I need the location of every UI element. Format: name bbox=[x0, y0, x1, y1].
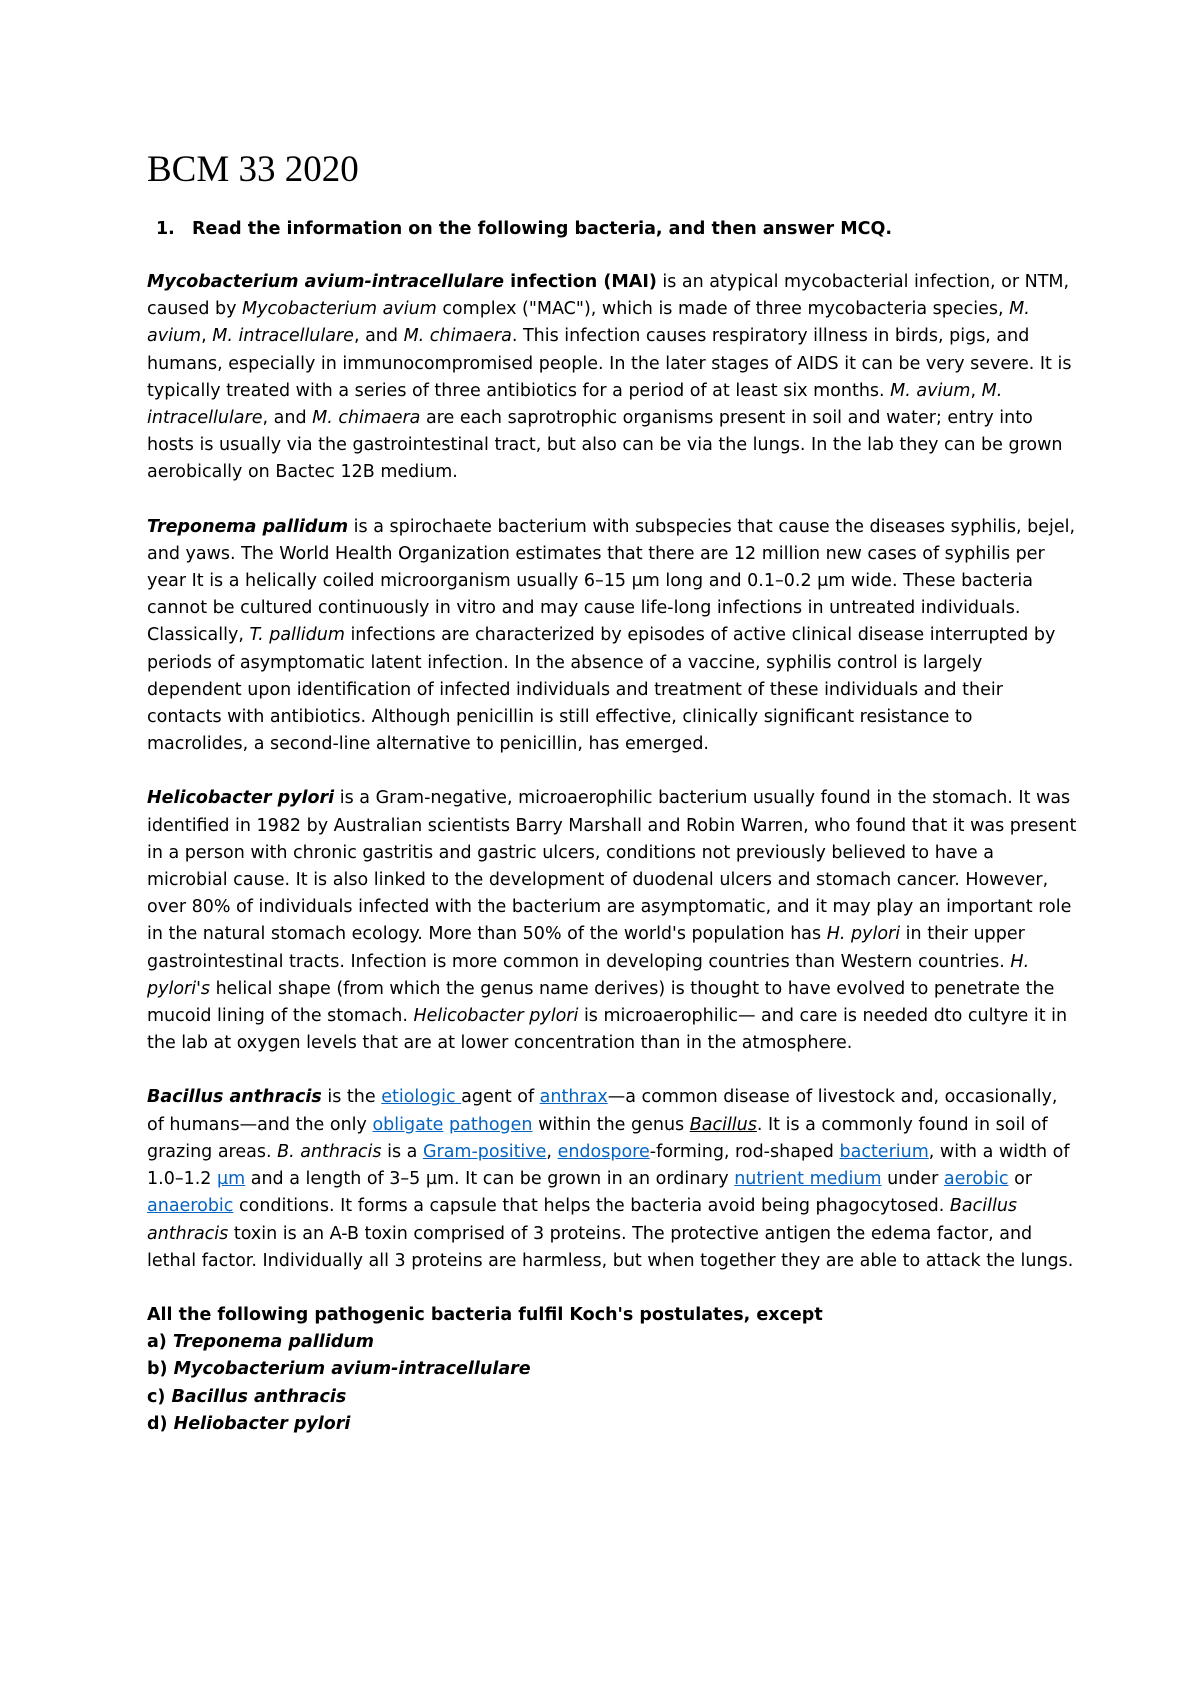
link-obligate[interactable]: obligate bbox=[372, 1114, 444, 1135]
question-number: 1. bbox=[156, 219, 175, 239]
paragraph-mai: Mycobacterium avium-intracellulare infection (MAI) is an atypical mycobacterial infection, or NTM, caused by Mycobacterium avium complex ("MAC"), which is made of three mycobacteria species, M. avium, M. intracellulare, and M. chimaera. This infection causes respiratory illness in birds, pigs, and humans, especially in immunocompromised people. In the later stages of AIDS it can be very severe. It is typically treated with a series of three antibiotics for a period of at least six months. M. avium, M. intracellulare, and M. chimaera are each saprotrophic organisms present in soil and water; entry into hosts is usually via the gastrointestinal tract, but also can be via the lungs. In the lab they can be grown aerobically on Bactec 12B medium. bbox=[147, 272, 1072, 483]
link-endospore[interactable]: endospore bbox=[557, 1141, 650, 1162]
link-anaerobic[interactable]: anaerobic bbox=[147, 1196, 234, 1217]
link-bacterium[interactable]: bacterium bbox=[839, 1141, 929, 1162]
hp-name: Helicobacter pylori bbox=[147, 788, 335, 809]
link-pathogen[interactable]: pathogen bbox=[449, 1114, 533, 1135]
question-text: Read the information on the following bacteria, and then answer MCQ. bbox=[192, 219, 892, 239]
paragraph-helicobacter: Helicobacter pylori is a Gram-negative, microaerophilic bacterium usually found in the stomach. It was identified in 1982 by Australian scientists Barry Marshall and Robin Warren, who found that it was present in a person with chronic gastritis and gastric ulcers, conditions not previously believed to have a microbial cause. It is also linked to the development of duodenal ulcers and stomach cancer. However, over 80% of individuals infected with the bacterium are asymptomatic, and it may play an important role in the natural stomach ecology. More than 50% of the world's population has H. pylori in their upper gastrointestinal tracts. Infection is more common in developing countries than Western countries. H. pylori's helical shape (from which the genus name derives) is thought to have evolved to penetrate the mucoid lining of the stomach. Helicobacter pylori is microaerophilic— and care is needed dto cultyre it in the lab at oxygen levels that are at lower concentration than in the atmosphere. bbox=[147, 788, 1077, 1054]
paragraph-treponema: Treponema pallidum is a spirochaete bacterium with subspecies that cause the diseases syphilis, bejel, and yaws. The World Health Organization estimates that there are 12 million new cases of syphilis per year It is a helically coiled microorganism usually 6–15 μm long and 0.1–0.2 μm wide. These bacteria cannot be cultured continuously in vitro and may cause life-long infections in untreated individuals. Classically, T. pallidum infections are characterized by episodes of active clinical disease interrupted by periods of asymptomatic latent infection. In the absence of a vaccine, syphilis control is largely dependent upon identification of infected individuals and treatment of these individuals and their contacts with antibiotics. Although penicillin is still effective, clinically significant resistance to macrolides, a second-line alternative to penicillin, has emerged. bbox=[147, 516, 1076, 755]
link-gram-positive[interactable]: Gram-positive bbox=[422, 1141, 547, 1162]
mcq-option-a: a) Treponema pallidum bbox=[147, 1332, 374, 1353]
ba-name: Bacillus anthracis bbox=[147, 1087, 322, 1108]
link-anthrax[interactable]: anthrax bbox=[539, 1087, 608, 1108]
question-heading bbox=[147, 216, 1077, 243]
mcq-option-d: d) Heliobacter pylori bbox=[147, 1413, 351, 1434]
document-content bbox=[147, 148, 1077, 1438]
tp-name: Treponema pallidum bbox=[147, 516, 349, 537]
document-title: BCM 33 2020 bbox=[147, 149, 359, 190]
mcq-option-b: b) Mycobacterium avium-intracellulare bbox=[147, 1359, 531, 1380]
paragraph-bacillus: Bacillus anthracis is the etiologic agent of anthrax—a common disease of livestock and, occasionally, of humans—and the only obligate pathogen within the genus Bacillus. It is a commonly found in soil of grazing areas. B. anthracis is a Gram-positive, endospore-forming, rod-shaped bacterium, with a width of 1.0–1.2 µm and a length of 3–5 µm. It can be grown in an ordinary nutrient medium under aerobic or anaerobic conditions. It forms a capsule that helps the bacteria avoid being phagocytosed. Bacillus anthracis toxin is an A-B toxin comprised of 3 proteins. The protective antigen the edema factor, and lethal factor. Individually all 3 proteins are harmless, but when together they are able to attack the lungs. bbox=[147, 1087, 1074, 1271]
mcq-stem: All the following pathogenic bacteria fulfil Koch's postulates, except bbox=[147, 1304, 823, 1325]
mcq-option-c: c) Bacillus anthracis bbox=[147, 1386, 347, 1407]
link-micrometre[interactable]: µm bbox=[216, 1169, 246, 1190]
genus-bacillus: Bacillus bbox=[689, 1114, 757, 1135]
link-etiologic[interactable]: etiologic bbox=[381, 1087, 462, 1108]
mcq-block bbox=[147, 1302, 1077, 1438]
mai-infection-label: infection (MAI) bbox=[504, 272, 657, 292]
mai-name: Mycobacterium avium-intracellulare bbox=[147, 272, 505, 292]
link-nutrient-medium[interactable]: nutrient medium bbox=[734, 1169, 882, 1190]
link-aerobic[interactable]: aerobic bbox=[943, 1169, 1009, 1190]
